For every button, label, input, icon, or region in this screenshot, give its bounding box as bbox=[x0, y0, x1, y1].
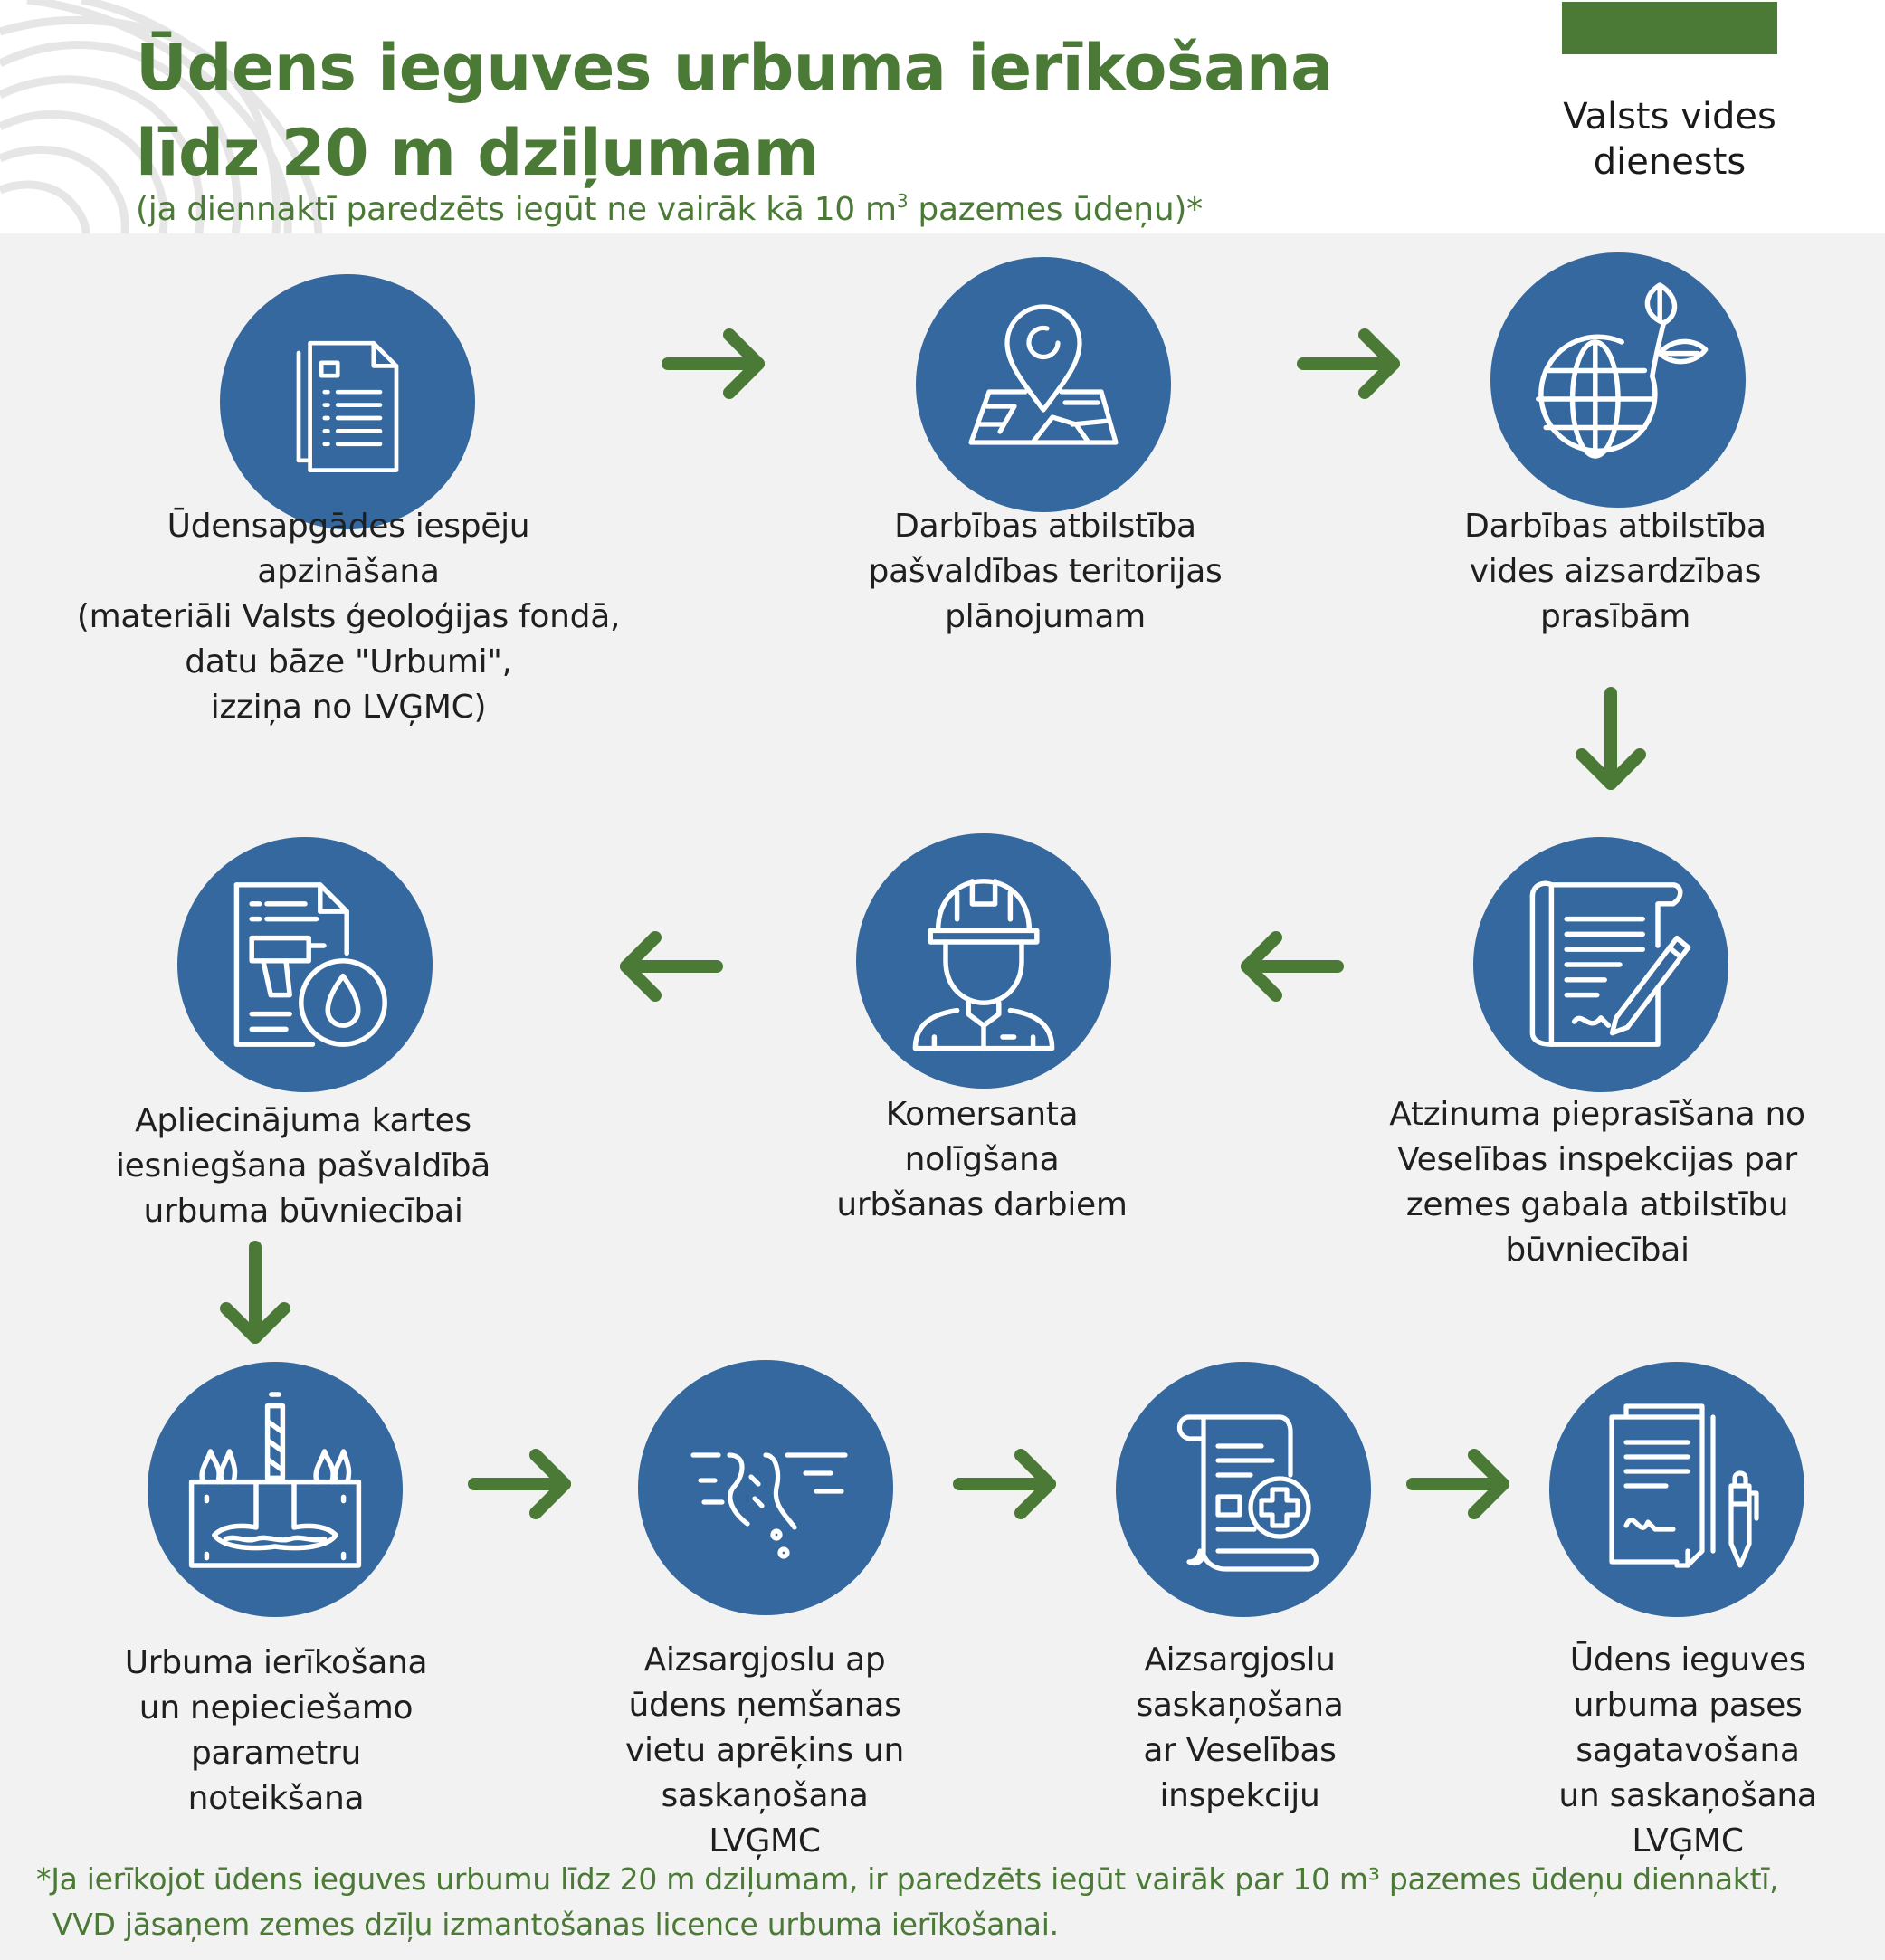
step-5-line: urbšanas darbiem bbox=[836, 1186, 1128, 1223]
step-8-line: ūdens ņemšanas bbox=[628, 1687, 901, 1724]
footnote bbox=[36, 1857, 1855, 1947]
step-10-line: Ūdens ieguves bbox=[1569, 1641, 1806, 1679]
contract-pen-icon bbox=[1506, 870, 1696, 1060]
footnote-line-1: *Ja ierīkojot ūdens ieguves urbumu līdz 20 m dziļumam, ir paredzēts iegūt vairāk par 10 m³ pazemes ūdeņu diennaktī, bbox=[36, 1861, 1779, 1897]
step-9-label bbox=[986, 1638, 1493, 1819]
step-5-circle bbox=[856, 833, 1111, 1089]
step-4-line: zemes gabala atbilstību bbox=[1405, 1186, 1789, 1223]
step-4-line: būvniecībai bbox=[1505, 1232, 1690, 1269]
step-9-circle bbox=[1116, 1362, 1371, 1617]
step-6-circle bbox=[177, 837, 433, 1092]
arrow-right bbox=[467, 1448, 576, 1520]
step-10-line: sagatavošana bbox=[1576, 1732, 1800, 1769]
step-6-line: urbuma būvniecībai bbox=[143, 1193, 463, 1230]
step-2-line: plānojumam bbox=[945, 598, 1146, 635]
logo-line-1: Valsts vides bbox=[1563, 96, 1776, 138]
arrow-right bbox=[661, 328, 769, 400]
arrow-left bbox=[1236, 930, 1345, 1003]
arrow-right bbox=[952, 1448, 1061, 1520]
step-2-line: Darbības atbilstība bbox=[894, 508, 1196, 545]
step-9-line: saskaņošana bbox=[1136, 1687, 1344, 1724]
step-5-label bbox=[724, 1092, 1240, 1228]
step-10-line: un saskaņošana bbox=[1558, 1777, 1817, 1814]
step-3-circle bbox=[1490, 252, 1746, 508]
subtitle-superscript: 3 bbox=[896, 190, 909, 212]
arrow-down bbox=[219, 1240, 291, 1348]
step-5-line: Komersanta bbox=[885, 1096, 1079, 1133]
step-4-line: Atzinuma pieprasīšana no bbox=[1389, 1096, 1805, 1133]
step-1-line: apzināšana bbox=[257, 553, 440, 590]
arrow-left bbox=[615, 930, 724, 1003]
step-10-line: LVĢMC bbox=[1632, 1822, 1744, 1860]
map-pin-icon bbox=[953, 294, 1134, 475]
step-8-line: vietu aprēķins un bbox=[624, 1732, 905, 1769]
step-7-label bbox=[9, 1641, 543, 1822]
step-8-circle bbox=[638, 1360, 893, 1615]
step-2-line: pašvaldības teritorijas bbox=[868, 553, 1223, 590]
step-10-circle bbox=[1549, 1362, 1804, 1617]
step-5-line: nolīgšana bbox=[904, 1141, 1060, 1178]
drill-water-document-icon bbox=[210, 870, 400, 1060]
step-4-circle bbox=[1473, 837, 1728, 1092]
subtitle bbox=[136, 190, 1203, 228]
step-10-line: urbuma pases bbox=[1573, 1687, 1803, 1724]
page-title bbox=[136, 25, 1333, 195]
step-7-circle bbox=[148, 1362, 403, 1617]
medical-scroll-icon bbox=[1153, 1399, 1334, 1580]
step-4-line: Veselības inspekcijas par bbox=[1397, 1141, 1797, 1178]
step-6-line: iesniegšana pašvaldībā bbox=[115, 1147, 491, 1185]
step-2-label bbox=[778, 504, 1312, 640]
step-3-line: Darbības atbilstība bbox=[1464, 508, 1766, 545]
passport-documents-icon bbox=[1586, 1399, 1767, 1580]
subtitle-text: (ja diennaktī paredzēts iegūt ne vairāk kā 10 m bbox=[136, 191, 897, 228]
arrow-right bbox=[1405, 1448, 1514, 1520]
subtitle-text-end: pazemes ūdeņu)* bbox=[908, 191, 1203, 228]
step-7-line: parametru bbox=[190, 1735, 362, 1772]
document-icon bbox=[266, 320, 429, 483]
step-7-line: noteikšana bbox=[187, 1780, 365, 1817]
river-icon bbox=[675, 1397, 856, 1578]
step-8-label bbox=[507, 1638, 1023, 1864]
step-1-label bbox=[18, 504, 679, 730]
step-10-label bbox=[1430, 1638, 1885, 1864]
logo bbox=[1520, 94, 1819, 185]
step-3-line: prasībām bbox=[1539, 598, 1691, 635]
step-1-line: Ūdensapgādes iespēju bbox=[167, 508, 530, 545]
logo-line-2: dienests bbox=[1593, 141, 1747, 183]
step-1-circle bbox=[220, 274, 475, 529]
step-8-line: LVĢMC bbox=[709, 1822, 821, 1860]
step-3-line: vides aizsardzības bbox=[1469, 553, 1762, 590]
step-9-line: inspekciju bbox=[1159, 1777, 1320, 1814]
title-line-1: Ūdens ieguves urbuma ierīkošana bbox=[136, 31, 1333, 105]
step-6-label bbox=[36, 1099, 570, 1234]
step-1-line: izziņa no LVĢMC) bbox=[210, 689, 487, 726]
step-8-line: saskaņošana bbox=[661, 1777, 869, 1814]
step-2-circle bbox=[916, 257, 1171, 512]
step-6-line: Apliecinājuma kartes bbox=[135, 1102, 471, 1139]
step-8-line: Aizsargjoslu ap bbox=[643, 1641, 886, 1679]
step-4-label bbox=[1330, 1092, 1864, 1273]
arrow-down bbox=[1575, 686, 1647, 794]
step-1-line: datu bāze "Urbumi", bbox=[185, 643, 512, 680]
arrow-right bbox=[1296, 328, 1404, 400]
footnote-line-2: VVD jāsaņem zemes dzīļu izmantošanas licence urbuma ierīkošanai. bbox=[52, 1907, 1059, 1942]
step-7-line: un nepieciešamo bbox=[138, 1689, 414, 1727]
drilling-well-icon bbox=[180, 1394, 370, 1584]
step-3-label bbox=[1348, 504, 1882, 640]
logo-bar bbox=[1562, 2, 1777, 54]
step-1-line: (materiāli Valsts ģeoloģijas fondā, bbox=[76, 598, 621, 635]
step-7-line: Urbuma ierīkošana bbox=[124, 1644, 428, 1681]
globe-leaf-icon bbox=[1523, 285, 1713, 475]
title-line-2: līdz 20 m dziļumam bbox=[136, 116, 820, 190]
worker-icon bbox=[889, 866, 1079, 1056]
step-9-line: Aizsargjoslu bbox=[1144, 1641, 1336, 1679]
step-9-line: ar Veselības bbox=[1143, 1732, 1337, 1769]
